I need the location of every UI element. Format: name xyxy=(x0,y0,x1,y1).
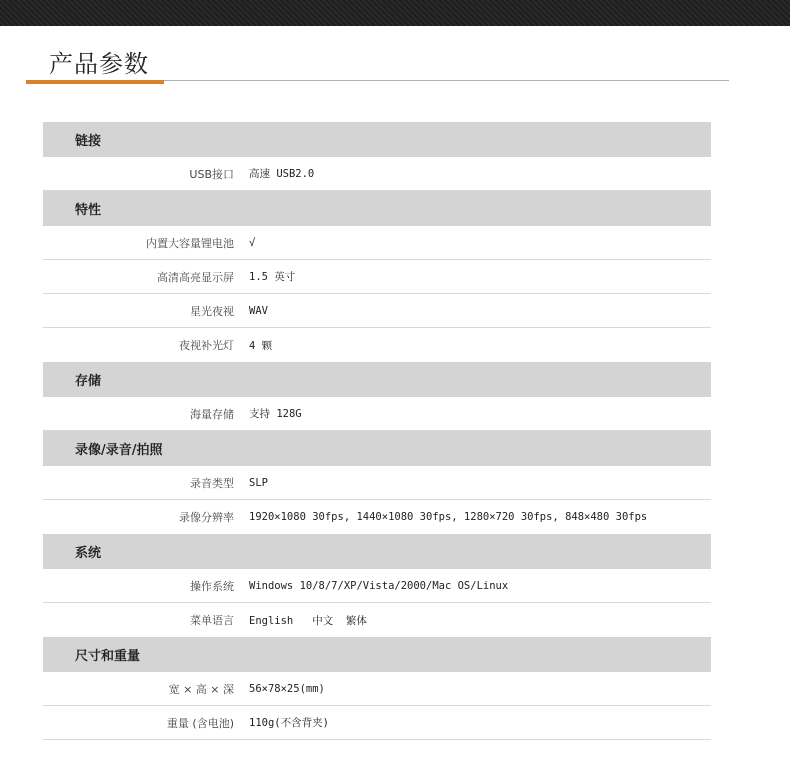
section-header-recording: 录像/录音/拍照 xyxy=(43,431,711,466)
spec-value: English 中文 繁体 xyxy=(249,614,367,627)
spec-value: 支持 128G xyxy=(249,408,302,420)
spec-value: 高速 USB2.0 xyxy=(249,168,315,180)
section-header-features: 特性 xyxy=(43,191,711,226)
spec-row xyxy=(43,328,711,362)
spec-label: 操作系统 xyxy=(190,579,234,593)
spec-label: 宽 × 高 × 深 xyxy=(168,682,234,696)
section-header-link: 链接 xyxy=(43,122,711,157)
spec-label: 海量存储 xyxy=(190,407,234,421)
spec-value: 1920×1080 30fps, 1440×1080 30fps, 1280×720 30fps, 848×480 30fps xyxy=(249,511,648,523)
title-accent-bar xyxy=(26,80,164,84)
spec-label: 夜视补光灯 xyxy=(179,339,234,352)
spec-row xyxy=(43,260,711,294)
spec-value: SLP xyxy=(249,476,268,489)
spec-label: 高清高亮显示屏 xyxy=(157,270,234,284)
top-banner xyxy=(0,0,790,26)
spec-row xyxy=(43,294,711,328)
spec-label: 菜单语言 xyxy=(190,614,234,627)
spec-value: Windows 10/8/7/XP/Vista/2000/Mac OS/Linux xyxy=(249,579,509,592)
section-header-size-weight: 尺寸和重量 xyxy=(43,637,711,672)
spec-label: 录音类型 xyxy=(190,476,234,490)
spec-row xyxy=(43,466,711,500)
spec-label: USB接口 xyxy=(189,167,234,181)
spec-value: 110g(不含背夹) xyxy=(249,717,329,729)
section-header-system: 系统 xyxy=(43,534,711,569)
spec-row xyxy=(43,157,711,191)
spec-row xyxy=(43,603,711,637)
spec-row xyxy=(43,672,711,706)
spec-row xyxy=(43,706,711,740)
spec-row xyxy=(43,397,711,431)
spec-value: √ xyxy=(249,236,256,249)
spec-label: 重量 (含电池) xyxy=(166,716,234,730)
spec-label: 内置大容量锂电池 xyxy=(146,236,234,250)
spec-table xyxy=(43,122,711,740)
spec-row xyxy=(43,226,711,260)
spec-row xyxy=(43,569,711,603)
spec-value: 56×78×25(mm) xyxy=(249,682,325,695)
spec-value: WAV xyxy=(249,304,268,317)
page-title: 产品参数 xyxy=(49,50,149,78)
spec-row xyxy=(43,500,711,534)
section-header-storage: 存储 xyxy=(43,362,711,397)
spec-label: 录像分辨率 xyxy=(179,511,234,524)
spec-value: 4 颗 xyxy=(249,339,273,352)
spec-label: 星光夜视 xyxy=(190,304,234,318)
spec-value: 1.5 英寸 xyxy=(249,271,296,283)
